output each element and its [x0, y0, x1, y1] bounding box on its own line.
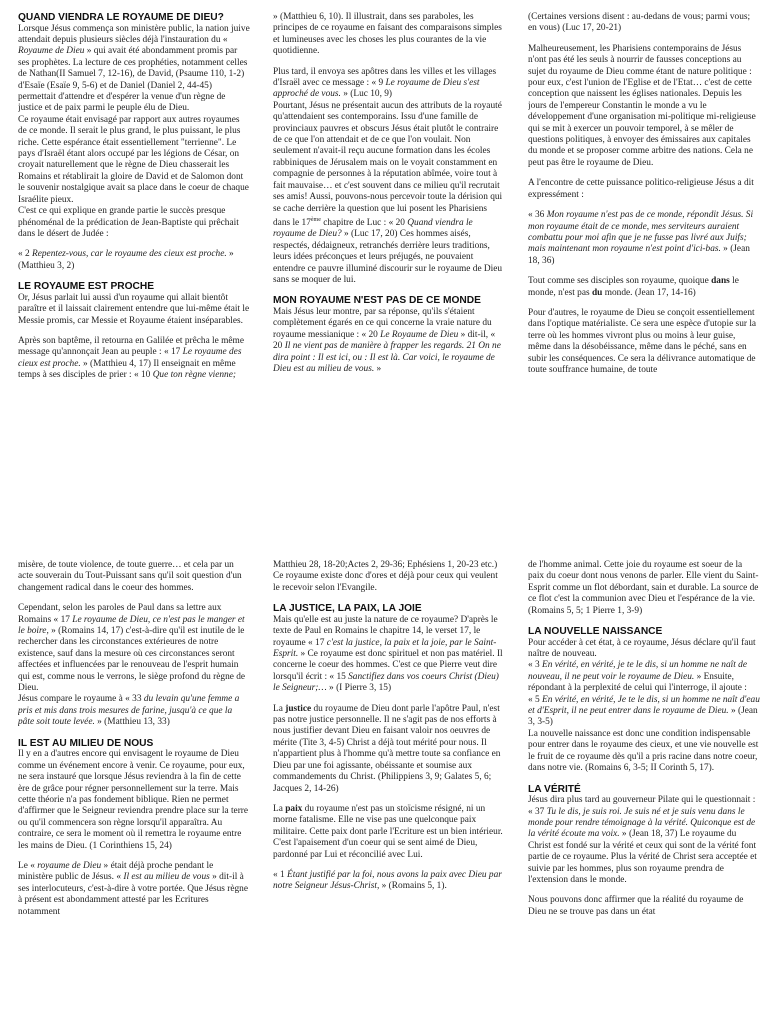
bible-quote: « 36 Mon royaume n'est pas de ce monde, répondit Jésus. Si mon royaume était de ce monde, mes serviteurs auraient combattu pour moi afin que je ne fusse pas livré aux Juifs; mais maintenant mon royaume n'est point d'ici-bas. » (Jean 18, 36): [528, 210, 754, 266]
paragraph: » (Matthieu 6, 10). Il illustrait, dans ses paraboles, les principes de ce royaume en faisant des comparaisons simples et lumineuses avec les choses les plus courantes de la vie quotidienne.: [273, 12, 502, 57]
paragraph: Matthieu 28, 18-20;Actes 2, 29-36; Ephésiens 1, 20-23 etc.) Ce royaume existe donc d'ores et déjà pour ceux qui veulent le recevoir selon l'Evangile.: [273, 560, 498, 593]
paragraph: Tout comme ses disciples son royaume, quoique dans le monde, n'est pas du monde. (Jean 17, 14-16): [528, 276, 739, 298]
paragraph: de l'homme animal. Cette joie du royaume est soeur de la paix du coeur dont nous venons de parler. Elle vient du Saint-Esprit comme un flot débordant, sain et durable. La source de ce flot c'est la communion avec Dieu et l'espérance de la vie. (Romains 5, 5; 1 Pierre 1, 3-9): [528, 560, 759, 616]
paragraph: Pour accéder à cet état, à ce royaume, Jésus déclare qu'il faut naître de nouveau. « 3 En vérité, en vérité, je te le dis, si un homme ne naît de nouveau, il ne peut voir le royaume de Dieu. » Ensuite, répondant à la perplexité de celui qui l'interroge, il ajoute : « 5 En vérité, en vérité, Je te le dis, si un homme ne naît d'eau et d'Esprit, il ne peut entrer dans le royaume de Dieu. » (Jean 3, 3-5): [528, 637, 760, 728]
heading-justice-paix-joie: LA JUSTICE, LA PAIX, LA JOIE: [273, 603, 422, 615]
paragraph: Lorsque Jésus commença son ministère public, la nation juive attendait depuis plusieurs siècles déjà l'instauration du « Royaume de Dieu » qui avait été abondamment promis par ses prophètes. La lecture de ces prophéties, notamment celles de Nathan(II Samuel 7, 12-16), de David, (Psaume 110, 1-2) d'Esaïe (Esaïe 9, 5-6) et de Daniel (Daniel 2, 44-45) permettait d'attendre et d'espérer la venue d'un règne de justice et de paix parmi le peuple élu de Dieu.: [18, 23, 250, 114]
paragraph: Le « royaume de Dieu » était déjà proche pendant le ministère public de Jésus. « Il est au milieu de vous » dit-il à ses interlocuteurs, c'est-à-dire à votre portée. Que Jésus règne à présent est abondamment attesté par les Ecritures notamment: [18, 860, 248, 917]
bottom-section: [0, 560, 768, 1024]
bible-quote: « 2 Repentez-vous, car le royaume des cieux est proche. » (Matthieu 3, 2): [18, 249, 234, 271]
paragraph: C'est ce qui explique en grande partie le succès presque phénoménal de la prédication de Jean-Baptiste qui prêchait dans le désert de Judée :: [18, 206, 239, 239]
paragraph: Après son baptême, il retourna en Galilée et prêcha le même message qu'annonçait Jean au peuple : « 17 Le royaume des cieux est proche. » (Matthieu 4, 17) Il enseignait en même temps à ses disciples de prier : « 10 Que ton règne vienne;: [18, 335, 244, 381]
paragraph: La nouvelle naissance est donc une condition indispensable pour entrer dans le royaume des cieux, et une vie nouvelle est le fruit de ce royaume dès qu'il a pris racine dans notre coeur, dans notre vie. (Romains 6, 3-5; II Corinth 5, 17).: [528, 728, 759, 774]
paragraph: Nous pouvons donc affirmer que la réalité du royaume de Dieu ne se trouve pas dans un état: [528, 895, 744, 917]
top-section: [0, 12, 768, 542]
top-column-3: [528, 12, 760, 542]
paragraph: Cependant, selon les paroles de Paul dans sa lettre aux Romains « 17 Le royaume de Dieu, ce n'est pas le manger et le boire, » (Romains 14, 17) c'est-à-dire qu'il est inutile de le rechercher dans les circonstances extérieures de notre existence, sauf dans la mesure où ces circonstances seront affectées et influencées par le renouveau de l'esprit humain qui est, comme nous le verrons, le siège profond du règne de Dieu.: [18, 603, 246, 694]
top-column-2: [273, 12, 505, 542]
bottom-column-3: [528, 560, 760, 1024]
paragraph: (Certaines versions disent : au-dedans de vous; parmi vous; en vous) (Luc 17, 20-21): [528, 12, 751, 34]
heading-royaume-proche: LE ROYAUME EST PROCHE: [18, 281, 155, 293]
paragraph: Pour d'autres, le royaume de Dieu se conçoit essentiellement dans l'optique matérialiste. Ce sera une espèce d'utopie sur la terre où les hommes vivront plus ou moins à leur guise, même dans la désobéissance, même dans le péché, sans en subir les conséquences. Ce sera la délivrance automatique de toute souffrance humaine, de toute: [528, 307, 757, 375]
paragraph: Mais Jésus leur montre, par sa réponse, qu'ils s'étaient complètement égarés en ce qui concerne la vraie nature du royaume messianique : « 20 Le Royaume de Dieu » dit-il, « 20 Il ne vient pas de manière à frapper les regards. 21 On ne dira point : Il est ici, ou : Il est là. Car voici, le royaume de Dieu est au milieu de vous. »: [273, 307, 501, 375]
paragraph: Pourtant, Jésus ne présentait aucun des attributs de la royauté qu'attendaient ses contemporains. Issu d'une famille de provinciaux pauvres et obscurs Jésus était plutôt le contraire de ce que l'on attendait et de ce que l'on voulait. Non seulement n'avait-il reçu aucune formation dans les écoles rabbiniques de Jérusalem mais on le voyait constamment en compagnie de personnes à la réputation abîmée, voire tout à fait mauvaise… et c'est souvent dans ce milieu qu'il recrutait ses amis! Aussi, pouvons-nous percevoir toute la dérision qui se cache derrière la question que lui posent les Pharisiens dans le 17ème chapitre de Luc : « 20 Quand viendra le royaume de Dieu? » (Luc 17, 20) Ces hommes aisés, respectés, dédaigneux, retranchés derrière leurs traditions, leurs idées préconçues et leurs préjugés, ne pouvaient entendre ce pauvre illuminé discourir sur le royaume de Dieu sans se moquer de lui.: [273, 100, 503, 286]
bottom-column-1: [18, 560, 250, 1024]
paragraph: Jésus dira plus tard au gouverneur Pilate qui le questionnait : « 37 Tu le dis, je suis roi. Je suis né et je suis venu dans le monde pour rendre témoignage à la vérité. Quiconque est de la vérité écoute ma voix. » (Jean 18, 37) Le royaume du Christ est fondé sur la vérité et ceux qui sont de la vérité font partie de ce royaume. Plus la vérité de Christ sera acceptée et suivie par les hommes, plus son royaume prendra de l'extension dans le monde.: [528, 795, 757, 885]
paragraph: La paix du royaume n'est pas un stoïcisme résigné, ni un morne fatalisme. Elle ne vise pas une quelconque paix militaire. Cette paix dont parle l'Ecriture est un bien intérieur. C'est l'apaisement d'un coeur qui se sent aimé de Dieu, pardonné par Lui et réconcilié avec Lui.: [273, 803, 503, 860]
paragraph: misère, de toute violence, de toute guerre… et cela par un acte souverain du Tout-Puissant sans qu'il soit question d'un changement radical dans le coeur des hommes.: [18, 560, 242, 593]
heading-pas-de-ce-monde: MON ROYAUME N'EST PAS DE CE MONDE: [273, 295, 481, 307]
paragraph: La justice du royaume de Dieu dont parle l'apôtre Paul, n'est pas notre justice personnelle. Il ne s'agit pas de nos efforts à nous justifier devant Dieu en faisant valoir nos oeuvres de mérite (Tite 3, 4-5) Christ a déjà tout mérité pour nous. Il n'appartient plus à l'homme qu'à mettre toute sa confiance en Dieu par une foi agissante, obéissante et soumise aux commandements du Christ. (Philippiens 3, 9; Galates 5, 6; Jacques 2, 14-26): [273, 703, 501, 794]
heading-au-milieu: IL EST AU MILIEU DE NOUS: [18, 737, 154, 749]
bottom-column-2: [273, 560, 505, 1024]
heading-nouvelle-naissance: LA NOUVELLE NAISSANCE: [528, 626, 663, 638]
paragraph: Plus tard, il envoya ses apôtres dans les villes et les villages d'Israël avec ce message : « 9 Le royaume de Dieu s'est approché de vous. » (Luc 10, 9): [273, 66, 497, 100]
paragraph: Ce royaume était envisagé par rapport aux autres royaumes de ce monde. Il serait le plus grand, le plus puissant, le plus riche. Cette espérance était essentiellement "terrienne". Le pays d'Israël étant alors occupé par les légions de César, on croyait naturellement que le règne de Dieu chasserait les Romains et rétablirait la gloire de David et de Salomon dont le souvenir nostalgique avait sa place dans le coeur de chaque Israélite pieux.: [18, 114, 249, 205]
paragraph: Jésus compare le royaume à « 33 du levain qu'une femme a pris et mis dans trois mesures de farine, jusqu'à ce que la pâte soit toute levée. » (Matthieu 13, 33): [18, 694, 240, 728]
bible-quote: « 1 Étant justifié par la foi, nous avons la paix avec Dieu par notre Seigneur Jésus-Christ, » (Romains 5, 1).: [273, 869, 502, 892]
heading-la-verite: LA VÉRITÉ: [528, 783, 581, 795]
paragraph: Mais qu'elle est au juste la nature de ce royaume? D'après le texte de Paul en Romains le chapitre 14, le verset 17, le royaume « 17 c'est la justice, la paix et la joie, par le Saint-Esprit. » Ce royaume est donc spirituel et non pas matériel. Il concerne le coeur des hommes. C'est ce que Pierre veut dire lorsqu'il écrit : « 15 Sanctifiez dans vos coeurs Christ (Dieu) le Seigneur;… » (I Pierre 3, 15): [273, 614, 503, 694]
paragraph: Il y en a d'autres encore qui envisagent le royaume de Dieu comme un événement encore à venir. Ce royaume, pour eux, ne sera instauré que lorsque Jésus reviendra à la fin de cette ère de grâce pour régner personnellement sur la terre. Mais cette théorie n'a pas fondement biblique. Rien ne permet d'affirmer que le Seigneur reviendra prendre place sur la terre ou qu'il commencera son règne lorsqu'il apparaîtra. Au contraire, ce sera le moment où il remettra le royaume entre les mains de Dieu. (1 Corinthiens 15, 24): [18, 749, 249, 851]
paragraph: Malheureusement, les Pharisiens contemporains de Jésus n'ont pas été les seuls à nourrir de fausses conceptions au sujet du royaume de Dieu comme étant de nature politique : pour eux, c'est l'union de l'Eglise et de l'Etat… c'est de cette conception que naissent les églises nationales. Depuis les jours de l'empereur Constantin le monde a vu le développement d'une organisation mi-politique mi-religieuse qui se mit à exercer un pouvoir temporel, à se mêler de questions politiques, à envoyer des émissaires aux capitales du monde et se proposer comme arbitre des nations. Cela ne peut pas être le royaume de Dieu.: [528, 43, 756, 168]
top-column-1: [18, 12, 250, 542]
paragraph: A l'encontre de cette puissance politico-religieuse Jésus a dit expressément :: [528, 178, 754, 200]
heading-quand-viendra: QUAND VIENDRA LE ROYAUME DE DIEU?: [18, 12, 224, 23]
paragraph: Or, Jésus parlait lui aussi d'un royaume qui allait bientôt paraître et il laissait clairement entendre que lui-même était le Messie promis, car Messie et Royaume étaient inséparables.: [18, 292, 250, 326]
